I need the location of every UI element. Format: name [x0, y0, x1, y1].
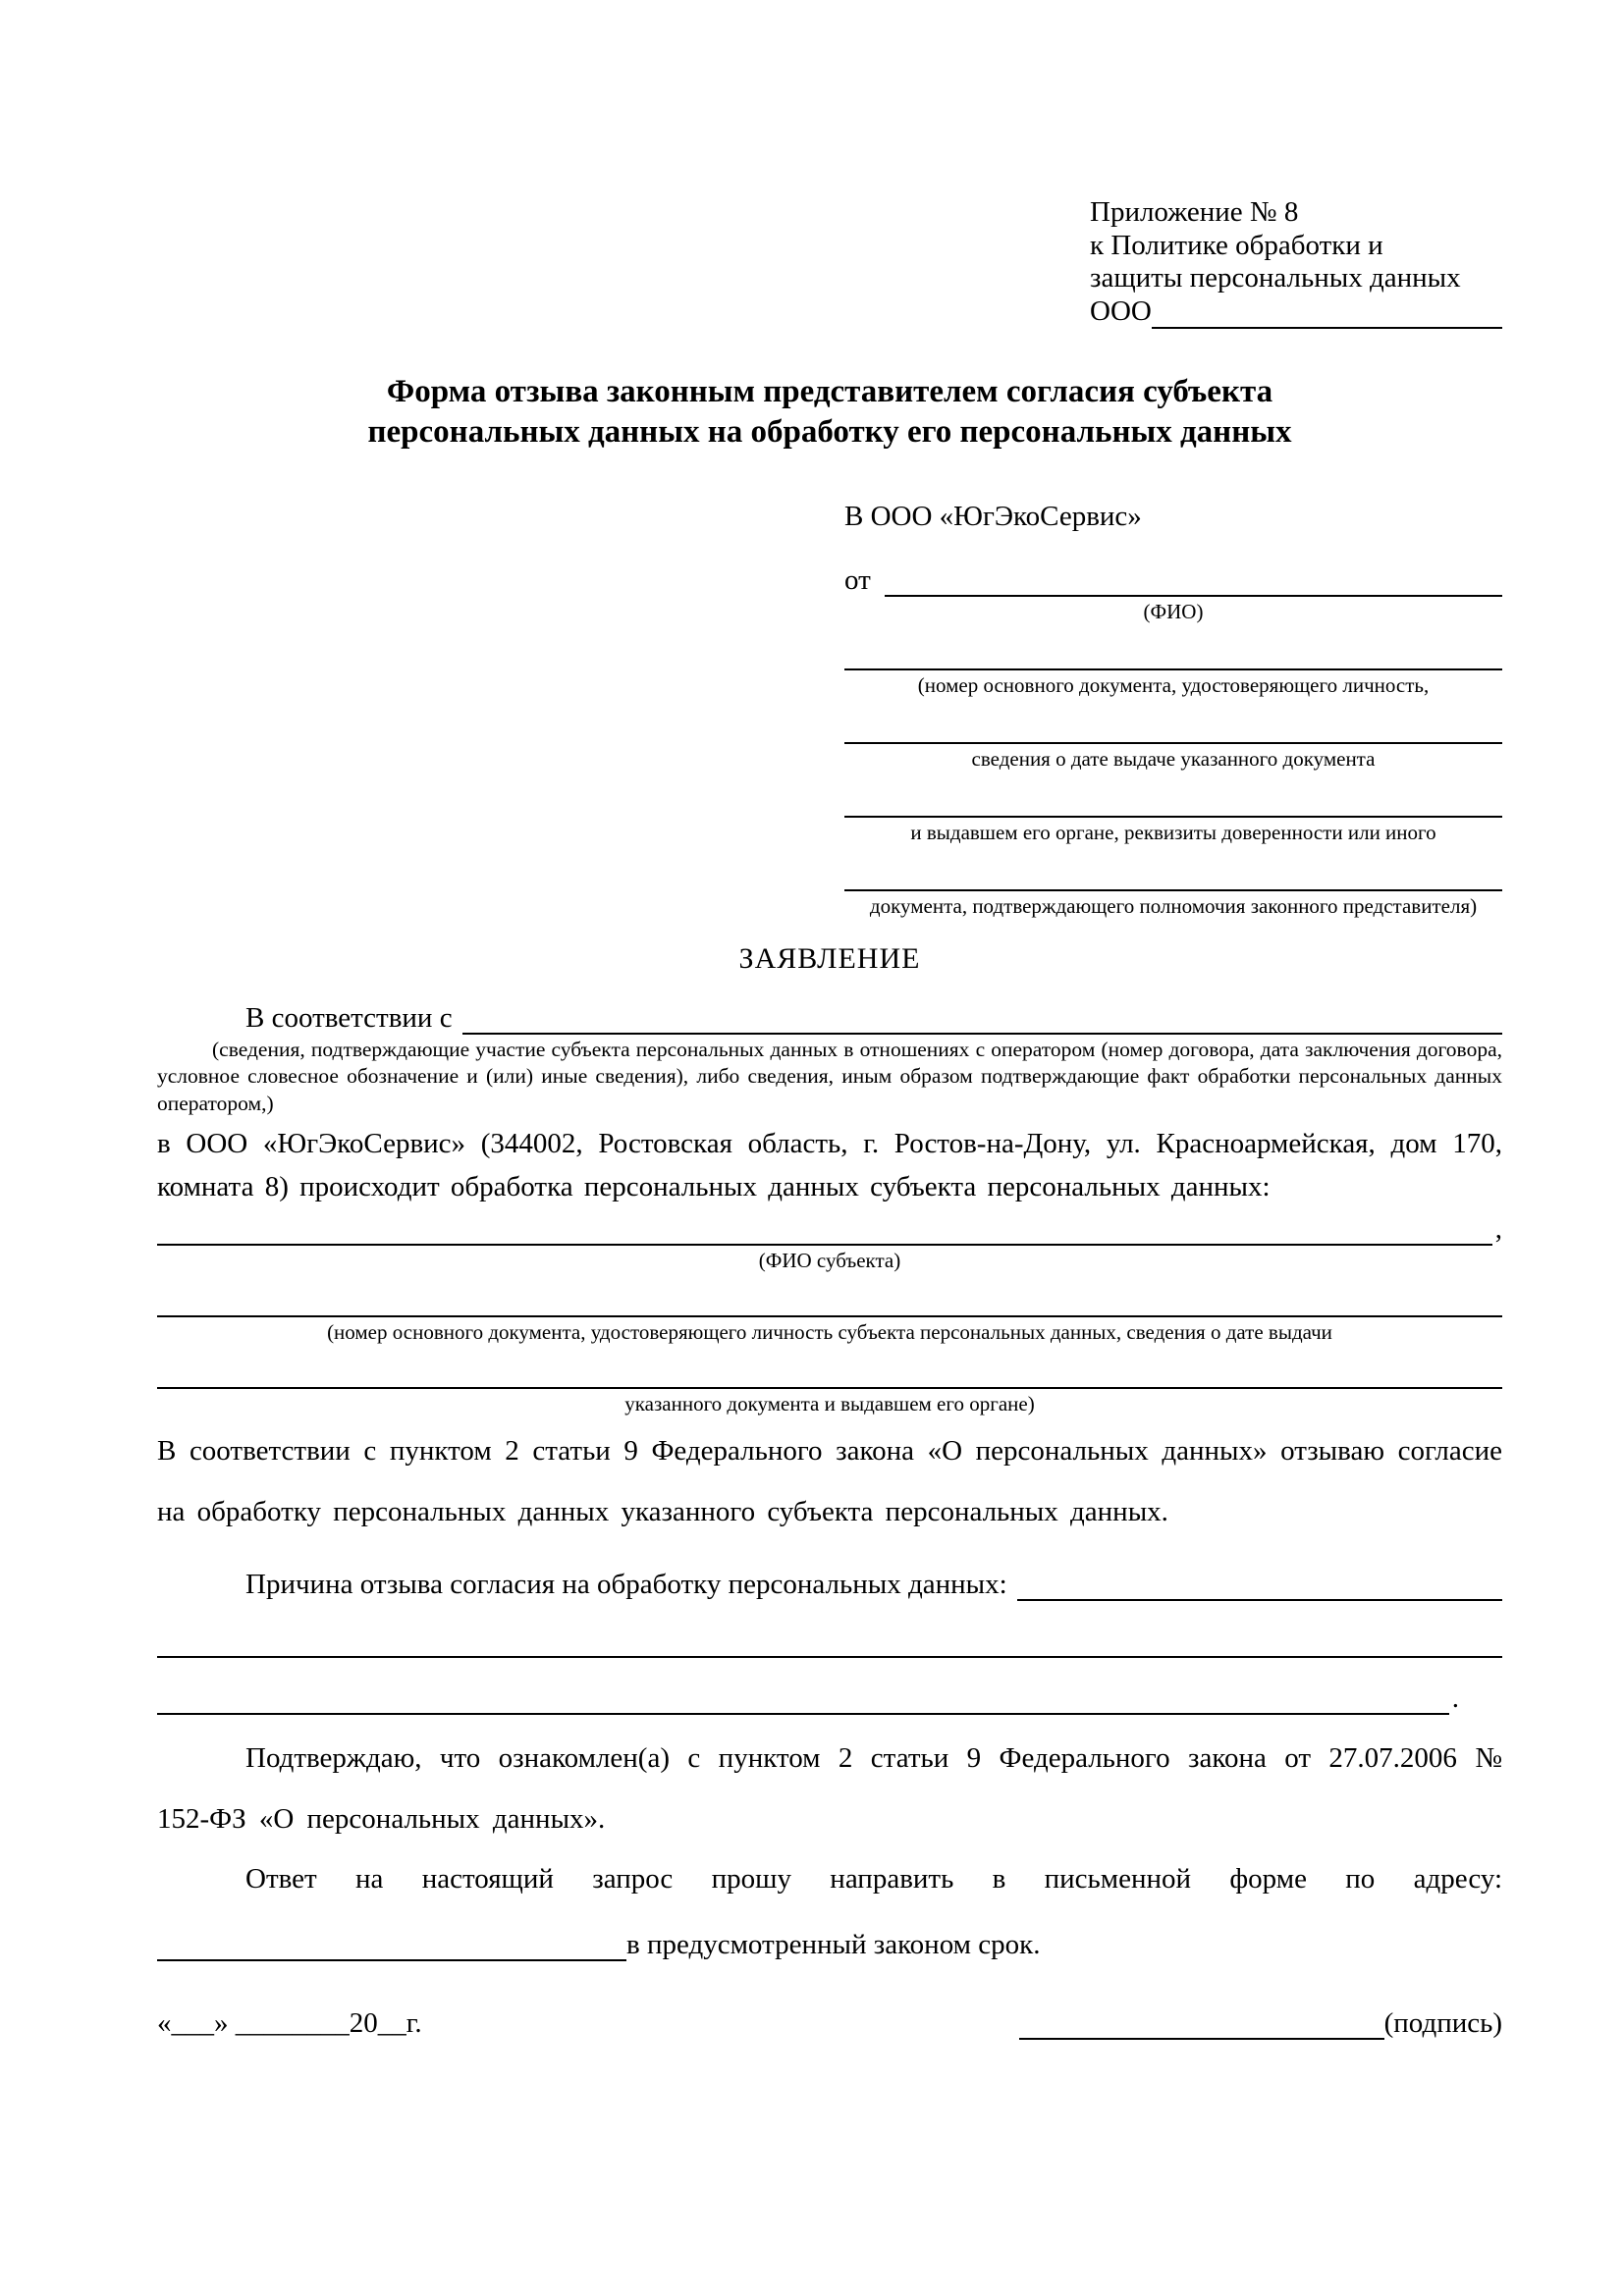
subject-doc-group-2: [157, 1348, 1502, 1415]
appendix-company-blank-line: [1152, 299, 1502, 329]
reason-blank-line-1: [1017, 1568, 1502, 1601]
subject-fio-row: [157, 1212, 1502, 1246]
subject-fio-caption: (ФИО субъекта): [758, 1249, 901, 1273]
fio-caption: (ФИО): [1143, 599, 1204, 623]
appendix-line-1: Приложение № 8: [1090, 196, 1299, 228]
signature-blank-line: [1019, 2006, 1384, 2040]
form-title-line-1: Форма отзыва законным представителем согласия субъекта: [386, 373, 1273, 409]
doc-caption-3: и выдавшем его органе, реквизиты доверенности или иного: [910, 821, 1436, 845]
appendix-line-3: защиты персональных данных: [1090, 262, 1461, 294]
doc-blank-group-4: [844, 850, 1502, 918]
statement-footnote: (сведения, подтверждающие участие субъекта персональных данных в отношениях с оператором (номер договора, дата заключения договора, условное словесное обозначение и (или) иные сведения), либо сведения, иным образом подтверждающие факт обработки персональных данных оператором,): [157, 1037, 1502, 1115]
subject-doc-blank-line-2: [157, 1348, 1502, 1389]
subject-fio-blank-line: [157, 1212, 1492, 1246]
doc-caption-1: (номер основного документа, удостоверяющего личность,: [917, 672, 1430, 697]
from-label: от: [844, 563, 871, 596]
response-blank-line: [157, 1930, 626, 1961]
signature-caption: (подпись): [1383, 2006, 1502, 2039]
accordance-label: В соответствии с: [245, 1001, 453, 1034]
addressee-to: В ООО «ЮгЭкоСервис»: [844, 501, 1142, 532]
reason-blank-line-2: [157, 1601, 1502, 1658]
doc-blank-line-3: [844, 776, 1502, 818]
appendix-company-label: ООО: [1090, 294, 1152, 327]
form-title-line-2: персональных данных на обработку его персональных данных: [367, 413, 1292, 450]
doc-blank-line-2: [844, 703, 1502, 744]
subject-fio-comma: ,: [1494, 1213, 1502, 1246]
form-title: [157, 372, 1502, 454]
response-suffix: в предусмотренный законом срок.: [626, 1928, 1041, 1960]
from-blank-line: [885, 560, 1502, 597]
reason-terminator: .: [1451, 1682, 1459, 1715]
response-line: Ответ на настоящий запрос прошу направить в письменной форме по адресу:: [245, 1863, 1502, 1896]
reason-label: Причина отзыва согласия на обработку персональных данных:: [245, 1569, 1007, 1601]
addressee-block: [844, 500, 1502, 919]
from-row: [844, 560, 1502, 597]
withdrawal-paragraph: В соответствии с пунктом 2 статьи 9 Федерального закона «О персональных данных» отзываю согласие на обработку персональных данных указанного субъекта персональных данных.: [157, 1435, 1502, 1527]
subject-doc-blank-line-1: [157, 1276, 1502, 1317]
subject-doc-caption-1: (номер основного документа, удостоверяющего личность субъекта персональных данных, сведения о дате выдачи: [327, 1320, 1332, 1345]
accordance-row: [157, 997, 1502, 1035]
confirmation-paragraph: Подтверждаю, что ознакомлен(а) с пунктом 2 статьи 9 Федерального закона от 27.07.2006 № 152-ФЗ «О персональных данных».: [157, 1742, 1502, 1835]
doc-caption-2: сведения о дате выдаче указанного документа: [971, 747, 1376, 772]
statement-heading: ЗАЯВЛЕНИЕ: [738, 941, 921, 975]
doc-blank-group-2: [844, 703, 1502, 771]
appendix-line-2: к Политике обработки и: [1090, 229, 1383, 261]
accordance-blank-line: [462, 997, 1502, 1035]
reason-row: [157, 1542, 1502, 1601]
doc-blank-group-3: [844, 776, 1502, 844]
subject-doc-caption-2: указанного документа и выдавшем его органе): [624, 1392, 1035, 1416]
reason-blank-line-3: [157, 1682, 1449, 1715]
doc-blank-line-4: [844, 850, 1502, 891]
doc-caption-4: документа, подтверждающего полномочия законного представителя): [869, 894, 1478, 919]
operator-paragraph: в ООО «ЮгЭкоСервис» (344002, Ростовская область, г. Ростов-на-Дону, ул. Красноармейская, дом 170, комната 8) происходит обработка персональных данных субъекта персональных данных:: [157, 1128, 1502, 1202]
appendix-company-row: [1090, 295, 1502, 329]
signature-row: [157, 2006, 1502, 2040]
reason-blank-row-3: [157, 1658, 1502, 1715]
doc-blank-line-1: [844, 629, 1502, 670]
doc-blank-group-1: [844, 629, 1502, 697]
response-row: [157, 1910, 1502, 1961]
appendix-header: [1090, 196, 1502, 329]
subject-doc-group-1: [157, 1276, 1502, 1344]
signature-date: «___» ________20__г.: [157, 2006, 422, 2039]
